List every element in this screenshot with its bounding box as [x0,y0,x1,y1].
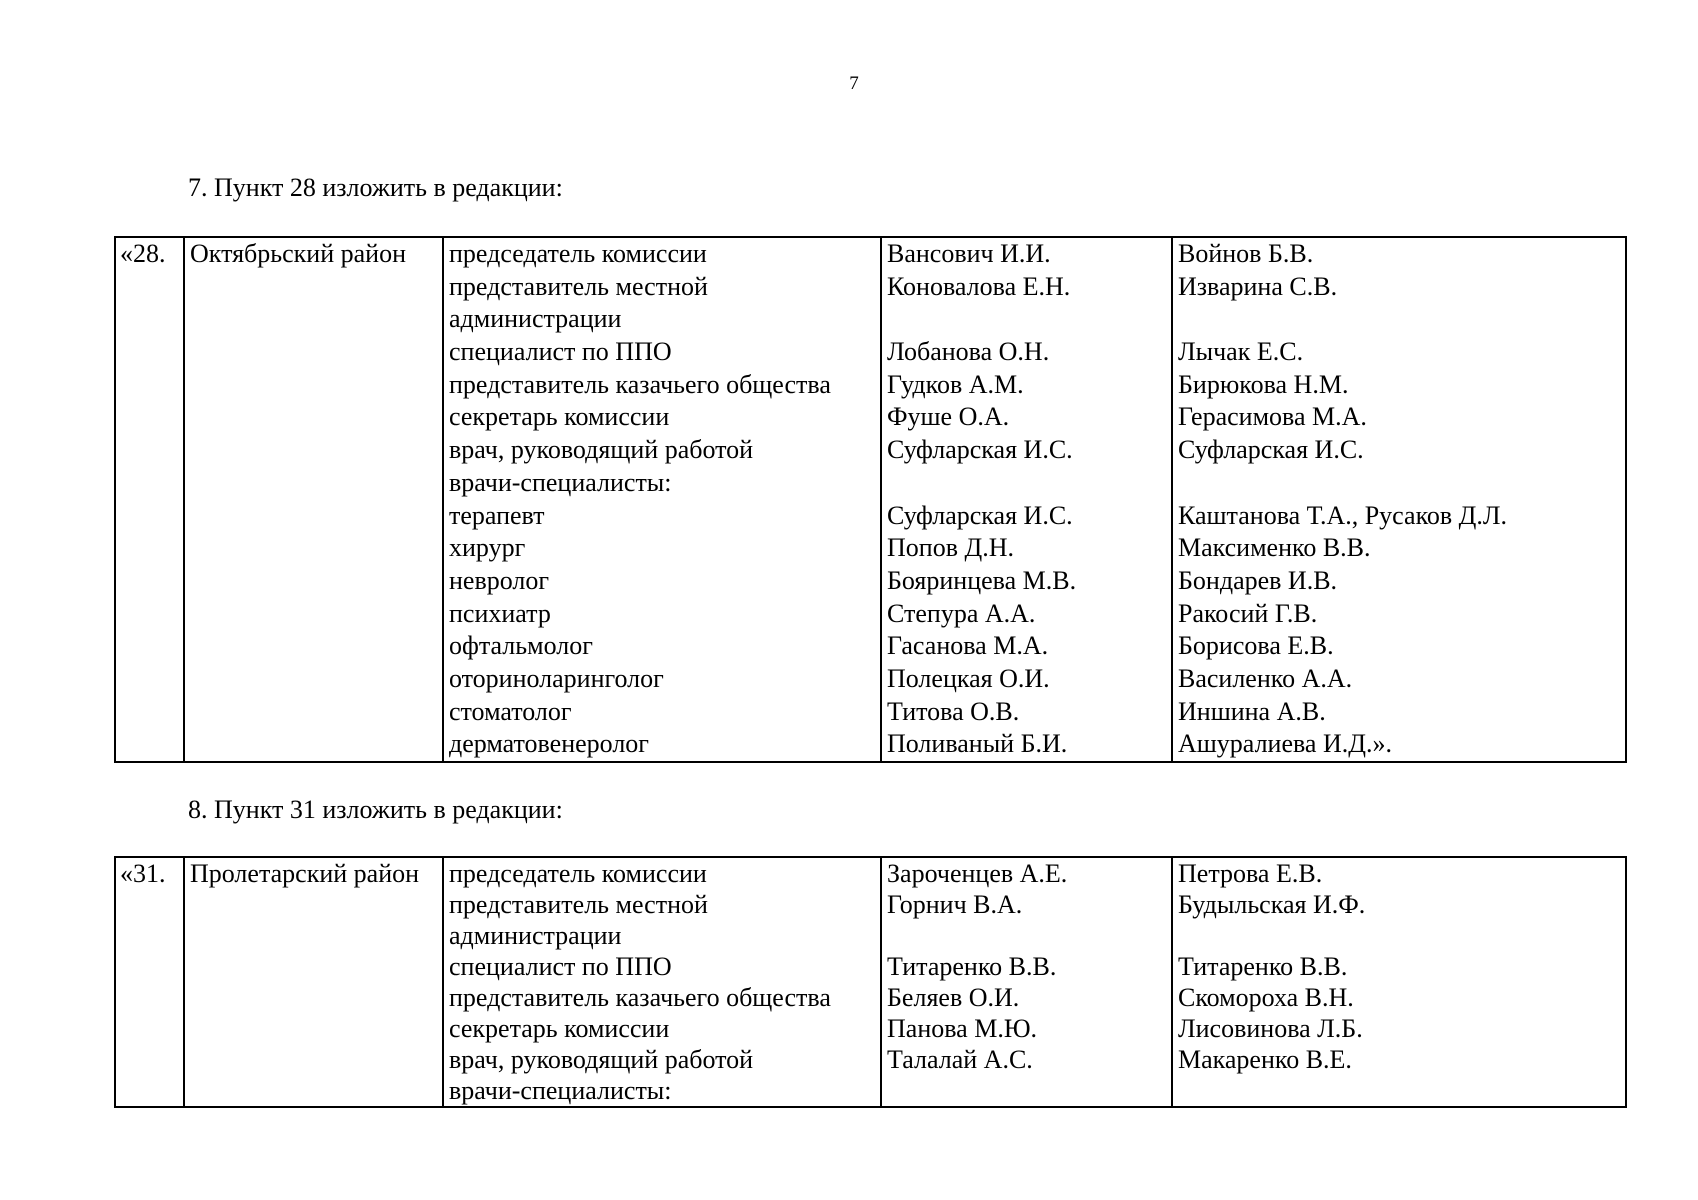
item-number: «28. [120,239,166,268]
member-name [887,1075,1171,1106]
reserve-name: Борисова Е.В. [1178,631,1334,661]
page-number: 7 [849,73,859,94]
role-label: врачи-специалисты: [449,467,672,497]
role-label: невролог [449,565,550,595]
reserve-name: Максименко В.В. [1178,533,1371,563]
role-label: психиатр [449,598,551,628]
role-label: представитель казачьего общества [449,369,831,399]
role-label: специалист по ППО [449,952,672,981]
member-name: Беляев О.И. [887,983,1020,1012]
role-label: представитель местной [449,271,708,301]
roles-cell [443,237,881,762]
reserve-name [1178,920,1625,951]
reserve-name: Бондарев И.В. [1178,565,1338,595]
reserve-name: Бирюкова Н.М. [1178,369,1349,399]
roles-cell [443,857,881,1107]
district-cell [184,857,443,1107]
member-name: Панова М.Ю. [887,1014,1038,1043]
role-label: врач, руководящий работой [449,435,754,465]
reserve-name: Петрова Е.В. [1178,859,1323,888]
member-name [887,920,1171,951]
section-heading-28: 7. Пункт 28 изложить в редакции: [188,173,563,202]
reserve-name: Лычак Е.С. [1178,337,1304,367]
role-label: председатель комиссии [449,239,707,268]
reserve-name: Лисовинова Л.Б. [1178,1014,1363,1043]
reserve-name: Иншина А.В. [1178,696,1326,726]
member-name: Талалай А.С. [887,1045,1033,1074]
role-label: секретарь комиссии [449,1014,670,1043]
role-label: врач, руководящий работой [449,1045,754,1074]
role-label: терапевт [449,500,545,530]
member-name: Горнич В.А. [887,890,1023,919]
member-name: Вансович И.И. [887,239,1051,268]
member-name: Лобанова О.Н. [887,337,1050,367]
reserve-name: Василенко А.А. [1178,663,1353,693]
role-label: администрации [449,921,622,950]
section-heading-31: 8. Пункт 31 изложить в редакции: [188,795,563,824]
member-name: Титаренко В.В. [887,952,1057,981]
reserve-name: Будыльская И.Ф. [1178,890,1366,919]
member-name [887,303,1171,336]
member-name: Бояринцева М.В. [887,565,1077,595]
member-name: Фуше О.А. [887,402,1010,432]
reserve-name: Скомороха В.Н. [1178,983,1354,1012]
role-label: стоматолог [449,696,572,726]
role-label: председатель комиссии [449,859,707,888]
role-label: представитель казачьего общества [449,983,831,1012]
member-name: Гасанова М.А. [887,631,1049,661]
role-label: оториноларинголог [449,663,664,693]
reserve-name: Титаренко В.В. [1178,952,1348,981]
members-cell [881,237,1172,762]
member-name: Попов Д.Н. [887,533,1014,563]
role-label: дерматовенеролог [449,729,649,759]
reserve-name: Суфларская И.С. [1178,435,1364,465]
reserve-name [1178,303,1625,336]
commission-table-31 [114,856,1627,1108]
reserve-name: Макаренко В.Е. [1178,1045,1352,1074]
role-label: врачи-специалисты: [449,1076,672,1105]
reserve-name: Ракосий Г.В. [1178,598,1318,628]
member-name: Степура А.А. [887,598,1036,628]
reserve-name: Каштанова Т.А., Русаков Д.Л. [1178,500,1508,530]
role-label: специалист по ППО [449,337,672,367]
role-label: офтальмолог [449,631,593,661]
reserves-cell [1172,857,1626,1107]
item-number-cell [115,857,184,1107]
role-label: представитель местной [449,890,708,919]
member-name: Зароченцев А.Е. [887,859,1068,888]
role-label: секретарь комиссии [449,402,670,432]
district-name: Пролетарский район [190,859,420,888]
commission-table-28 [114,236,1627,763]
member-name: Суфларская И.С. [887,500,1073,530]
role-label: администрации [449,304,622,334]
reserve-name [1178,467,1625,500]
role-label: хирург [449,533,526,563]
members-cell [881,857,1172,1107]
district-cell [184,237,443,762]
item-number: «31. [120,859,166,888]
reserve-name: Войнов Б.В. [1178,239,1314,268]
reserve-name: Герасимова М.А. [1178,402,1367,432]
reserve-name [1178,1075,1625,1106]
member-name: Коновалова Е.Н. [887,271,1071,301]
table-row [115,857,1626,1107]
table-row [115,237,1626,762]
reserves-cell [1172,237,1626,762]
reserve-name: Ашуралиева И.Д.». [1178,729,1392,759]
item-number-cell [115,237,184,762]
member-name: Титова О.В. [887,696,1020,726]
member-name: Полецкая О.И. [887,663,1050,693]
member-name: Поливаный Б.И. [887,729,1068,759]
member-name: Гудков А.М. [887,369,1024,399]
district-name: Октябрьский район [190,239,406,268]
reserve-name: Изварина С.В. [1178,271,1338,301]
member-name: Суфларская И.С. [887,435,1073,465]
member-name [887,467,1171,500]
